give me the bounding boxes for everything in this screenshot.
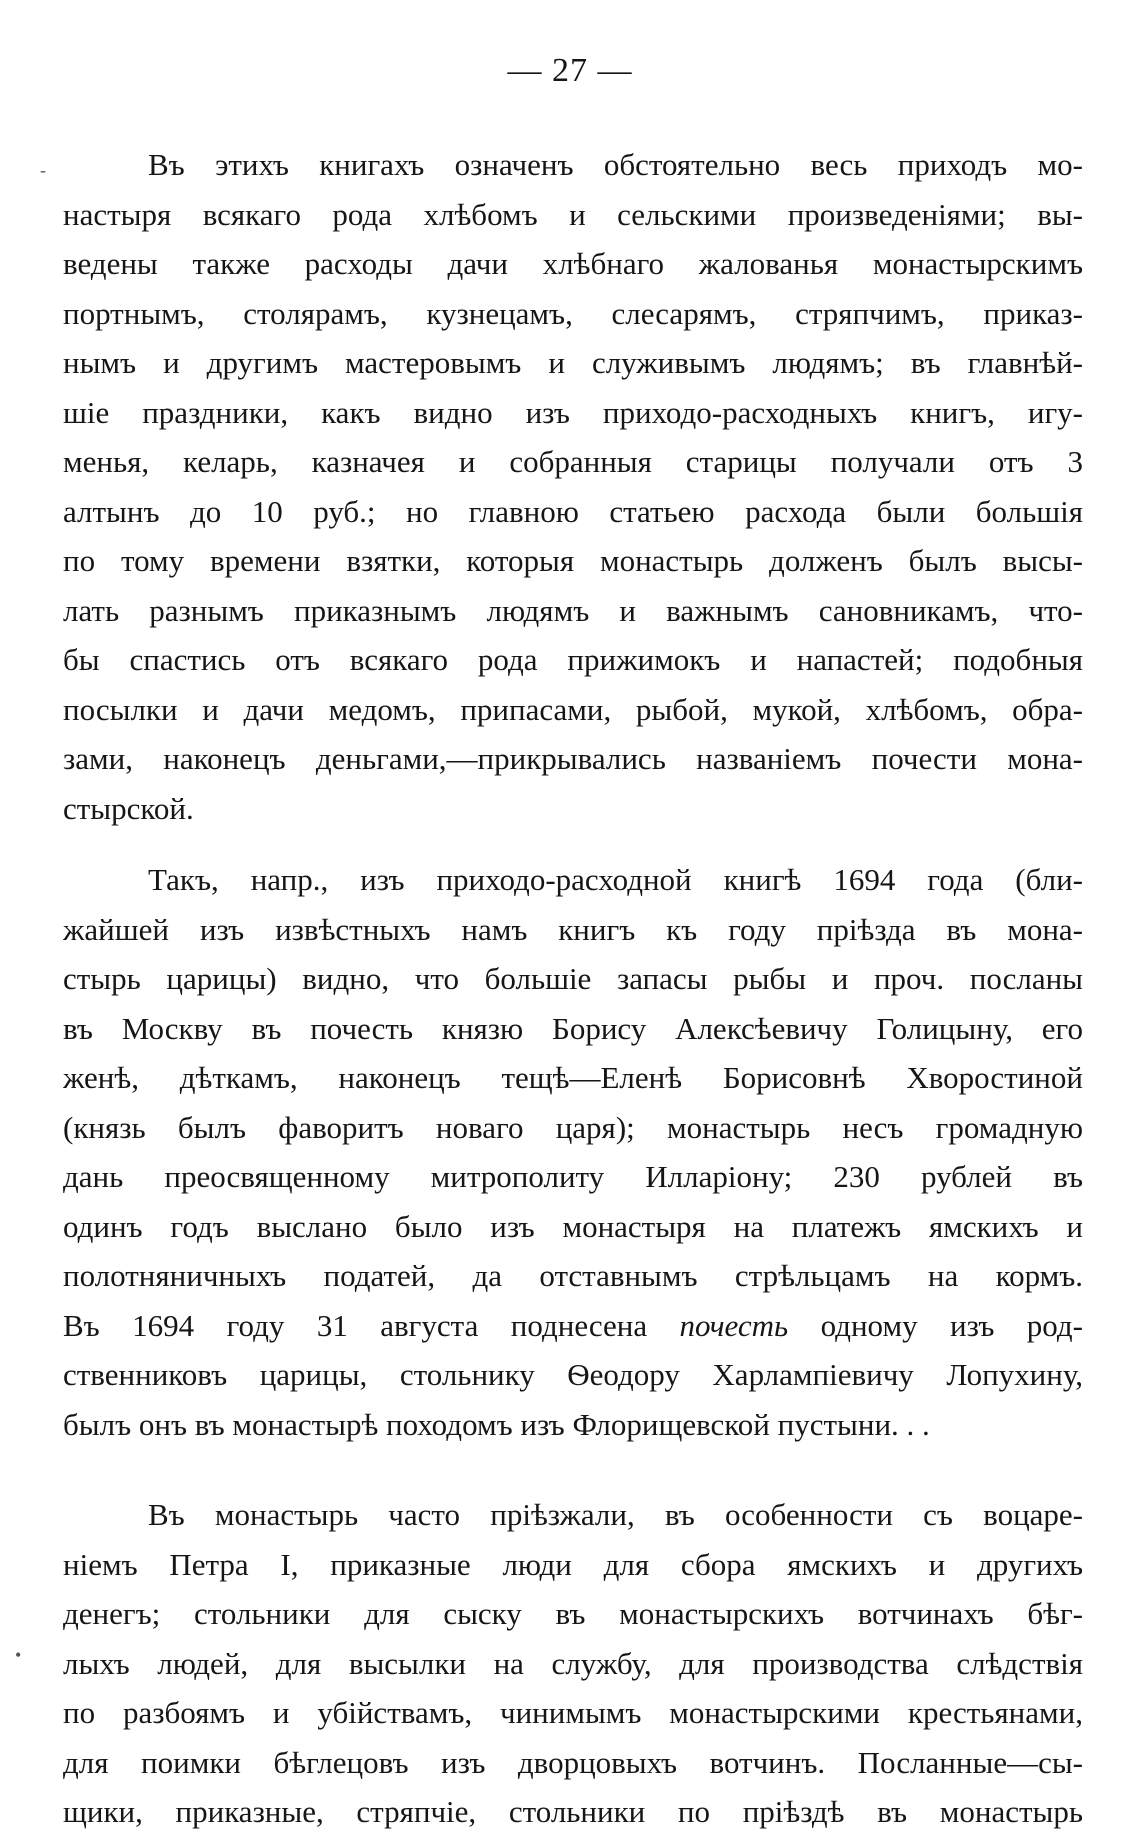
text-line: менья, келарь, казначея и собранныя старицы получали отъ 3 [63, 444, 1083, 479]
text-line: женѣ, дѣткамъ, наконецъ тещѣ—Еленѣ Борисовнѣ Хворостиной [63, 1060, 1083, 1095]
emphasized-word: почесть [679, 1307, 789, 1343]
text-line: въ Москву въ почесть князю Борису Алексѣевичу Голицыну, его [63, 1010, 1083, 1046]
margin-mark: • [15, 1645, 22, 1665]
text-line: по разбоямъ и убійствамъ, чинимымъ монастырскими крестьянами, [63, 1695, 1083, 1730]
paragraph-1 [63, 140, 1083, 833]
text-line: стырской. [63, 790, 194, 826]
text-line: нымъ и другимъ мастеровымъ и служивымъ людямъ; въ главнѣй- [63, 345, 1083, 380]
margin-mark: - [40, 160, 46, 180]
text-line: (князь былъ фаворитъ новаго царя); монастырь несъ громадную [63, 1109, 1083, 1145]
text-line: алтынъ до 10 руб.; но главною статьею расхода были большія [63, 493, 1083, 529]
text-line: щики, приказные, стряпчіе, стольники по пріѣздѣ въ монастырь [63, 1794, 1083, 1829]
paragraph-3 [63, 1490, 1083, 1837]
text-segment: Въ 1694 году 31 августа поднесена [63, 1307, 680, 1343]
text-line: былъ онъ въ монастырѣ походомъ изъ Флорищевской пустыни. . . [63, 1406, 930, 1442]
text-line: посылки и дачи медомъ, припасами, рыбой, мукой, хлѣбомъ, обра- [63, 691, 1083, 727]
text-line: жайшей изъ извѣстныхъ намъ книгъ къ году пріѣзда въ мона- [63, 911, 1083, 947]
text-line: Въ монастырь часто пріѣзжали, въ особенности съ воцаре- [148, 1497, 1083, 1532]
text-line: ніемъ Петра I, приказные люди для сбора ямскихъ и другихъ [63, 1546, 1083, 1582]
text-line: дань преосвященному митрополиту Илларіону; 230 рублей въ [63, 1159, 1083, 1194]
text-line: Въ этихъ книгахъ означенъ обстоятельно весь приходъ мо- [148, 147, 1083, 182]
text-line: ственниковъ царицы, стольнику Ѳеодору Харлампіевичу Лопухину, [63, 1357, 1083, 1392]
text-line: шіе праздники, какъ видно изъ приходо-расходныхъ книгъ, игу- [63, 394, 1083, 430]
text-line: ведены также расходы дачи хлѣбнаго жалованья монастырскимъ [63, 246, 1083, 281]
text-line: одинъ годъ выслано было изъ монастыря на платежъ ямскихъ и [63, 1208, 1083, 1244]
page-number: — 27 — [507, 52, 633, 89]
text-line: лать разнымъ приказнымъ людямъ и важнымъ сановникамъ, что- [63, 592, 1083, 628]
text-line: бы спастись отъ всякаго рода прижимокъ и напастей; подобныя [63, 642, 1083, 677]
text-line: зами, наконецъ деньгами,—прикрывались названіемъ почести мона- [63, 741, 1083, 776]
text-segment: одному изъ род- [788, 1307, 1083, 1343]
text-line: портнымъ, столярамъ, кузнецамъ, слесарямъ, стряпчимъ, приказ- [63, 295, 1083, 331]
text-line-with-emphasis [63, 1301, 1083, 1351]
text-line: Такъ, напр., изъ приходо-расходной книгѣ 1694 года (бли- [148, 862, 1083, 897]
text-line: настыря всякаго рода хлѣбомъ и сельскими произведеніями; вы- [63, 196, 1083, 232]
text-line: полотняничныхъ податей, да отставнымъ стрѣльцамъ на кормъ. [63, 1258, 1083, 1293]
text-line: для поимки бѣглецовъ изъ дворцовыхъ вотчинъ. Посланные—сы- [63, 1744, 1083, 1780]
text-line: денегъ; стольники для сыску въ монастырскихъ вотчинахъ бѣг- [63, 1596, 1083, 1631]
text-line: стырь царицы) видно, что большіе запасы рыбы и проч. посланы [63, 961, 1083, 996]
text-line: лыхъ людей, для высылки на службу, для производства слѣдствія [63, 1645, 1083, 1681]
text-line: по тому времени взятки, которыя монастырь долженъ былъ высы- [63, 543, 1083, 578]
paragraph-2 [63, 855, 1083, 1449]
